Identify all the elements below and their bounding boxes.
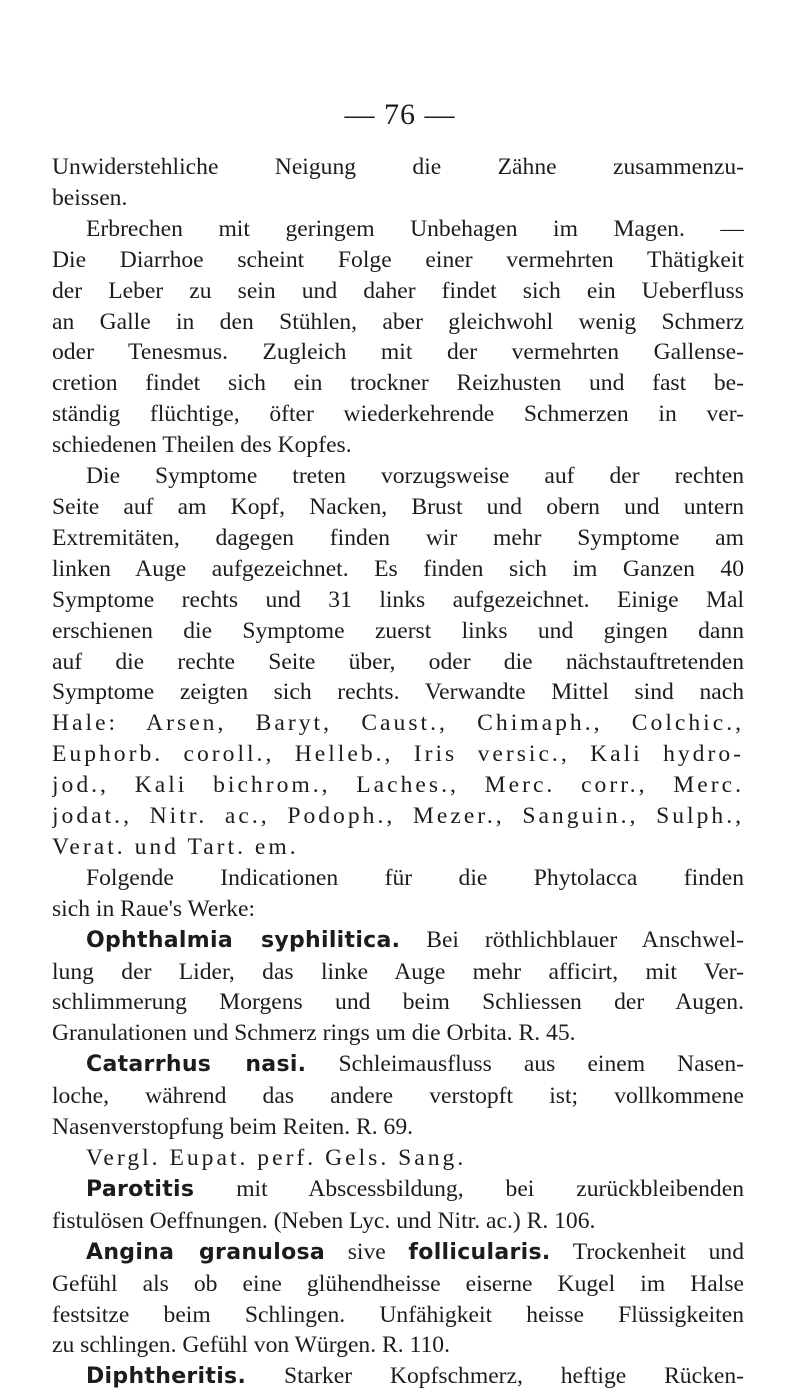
section-heading: Angina granulosa: [86, 1239, 326, 1265]
line-text: Starker Kopfschmerz, heftige Rücken-: [246, 1363, 744, 1390]
text-line: [52, 307, 744, 338]
line-text: Verat. und Tart. em.: [52, 833, 299, 860]
section-heading: Catarrhus nasi.: [86, 1052, 307, 1078]
body-text: [52, 152, 744, 1393]
text-line: [52, 1049, 744, 1081]
text-line: [52, 616, 744, 647]
line-text: schiedenen Theilen des Kopfes.: [52, 432, 352, 459]
line-text: sich in Raue's Werke:: [52, 895, 256, 922]
text-line: [52, 399, 744, 430]
line-text: Granulationen und Schmerz rings um die Orbita. R. 45.: [52, 1020, 576, 1047]
text-line: [52, 832, 744, 863]
line-text: schlimmerung Morgens und beim Schliessen der Augen.: [52, 989, 744, 1016]
text-line: [52, 368, 744, 399]
text-line: [52, 1330, 744, 1361]
line-text: mit Abscessbildung, bei zurückbleibenden: [194, 1175, 744, 1202]
line-text: Folgende Indicationen für die Phytolacca finden: [86, 864, 744, 891]
section-heading: Diphtheritis.: [86, 1364, 247, 1390]
text-line: [52, 461, 744, 492]
line-text: fistulösen Oeffnungen. (Neben Lyc. und Nitr. ac.) R. 106.: [52, 1207, 596, 1234]
line-text: Euphorb. coroll., Helleb., Iris versic., Kali hydro-: [52, 741, 744, 768]
line-text: beissen.: [52, 184, 128, 211]
line-text: Trockenheit und: [550, 1238, 744, 1265]
text-line: [52, 1018, 744, 1049]
line-text: Die Symptome treten vorzugsweise auf der rechten: [86, 463, 744, 490]
text-line: [52, 183, 744, 214]
line-text: Die Diarrhoe scheint Folge einer vermehrten Thätigkeit: [52, 246, 744, 273]
line-text: Vergl. Eupat. perf. Gels. Sang.: [86, 1145, 467, 1171]
line-text: Unwiderstehliche Neigung die Zähne zusammenzu-: [52, 154, 744, 180]
section-heading: follicularis.: [408, 1239, 551, 1265]
line-text: Extremitäten, dagegen finden wir mehr Symptome am: [52, 524, 744, 551]
line-text: festsitze beim Schlingen. Unfähigkeit heisse Flüssigkeiten: [52, 1301, 744, 1328]
line-text: linken Auge aufgezeichnet. Es finden sich im Ganzen 40: [52, 555, 744, 582]
text-line: [52, 245, 744, 276]
text-line: [52, 337, 744, 368]
line-text: Seite auf am Kopf, Nacken, Brust und obern und untern: [52, 493, 744, 520]
line-text: sive: [325, 1238, 409, 1265]
line-text: auf die rechte Seite über, oder die nächstauftretenden: [52, 648, 744, 675]
line-text: Symptome rechts und 31 links aufgezeichnet. Einige Mal: [52, 586, 744, 613]
section-heading: Parotitis: [86, 1176, 195, 1202]
line-text: loche, während das andere verstopft ist; vollkommene: [52, 1083, 744, 1110]
text-line: [52, 152, 744, 183]
section-heading: Ophthalmia syphilitica.: [86, 927, 401, 953]
text-line: [52, 214, 744, 245]
text-line: [52, 1143, 744, 1174]
line-text: Schleimausfluss aus einem Nasen-: [306, 1051, 744, 1078]
text-line: [52, 1269, 744, 1300]
text-line: [52, 708, 744, 739]
text-line: [52, 925, 744, 957]
text-line: [52, 554, 744, 585]
text-line: [52, 739, 744, 770]
text-line: [52, 1112, 744, 1143]
text-line: [52, 492, 744, 523]
text-line: [52, 1361, 744, 1393]
line-text: jod., Kali bichrom., Laches., Merc. corr., Merc.: [52, 772, 744, 799]
line-text: oder Tenesmus. Zugleich mit der vermehrten Gallense-: [52, 339, 744, 366]
text-line: [52, 770, 744, 801]
line-text: Hale: Arsen, Baryt, Caust., Chimaph., Colchic.,: [52, 710, 744, 737]
line-text: Bei röthlichblauer Anschwel-: [400, 926, 744, 953]
line-text: erschienen die Symptome zuerst links und gingen dann: [52, 617, 744, 644]
text-line: [52, 647, 744, 678]
line-text: der Leber zu sein und daher findet sich ein Ueberfluss: [52, 277, 744, 304]
line-text: Gefühl als ob eine glühendheisse eiserne Kugel im Halse: [52, 1270, 744, 1297]
text-line: [52, 801, 744, 832]
line-text: Nasenverstopfung beim Reiten. R. 69.: [52, 1114, 414, 1141]
line-text: cretion findet sich ein trockner Reizhusten und fast be-: [52, 370, 744, 397]
text-line: [52, 1237, 744, 1269]
text-line: [52, 1300, 744, 1331]
text-line: [52, 276, 744, 307]
text-line: [52, 894, 744, 925]
text-line: [52, 523, 744, 554]
text-line: [52, 585, 744, 616]
text-line: [52, 430, 744, 461]
text-line: [52, 957, 744, 988]
line-text: Symptome zeigten sich rechts. Verwandte Mittel sind nach: [52, 679, 744, 706]
text-line: [52, 1206, 744, 1237]
text-line: [52, 863, 744, 894]
text-line: [52, 1174, 744, 1206]
text-line: [52, 1081, 744, 1112]
line-text: Erbrechen mit geringem Unbehagen im Magen. —: [86, 215, 744, 242]
line-text: jodat., Nitr. ac., Podoph., Mezer., Sanguin., Sulph.,: [52, 803, 744, 830]
line-text: zu schlingen. Gefühl von Würgen. R. 110.: [52, 1332, 450, 1359]
text-line: [52, 987, 744, 1018]
line-text: an Galle in den Stühlen, aber gleichwohl wenig Schmerz: [52, 308, 744, 335]
line-text: ständig flüchtige, öfter wiederkehrende Schmerzen in ver-: [52, 401, 744, 428]
text-line: [52, 677, 744, 708]
page-number: — 76 —: [344, 98, 456, 131]
line-text: lung der Lider, das linke Auge mehr afficirt, mit Ver-: [52, 958, 744, 985]
